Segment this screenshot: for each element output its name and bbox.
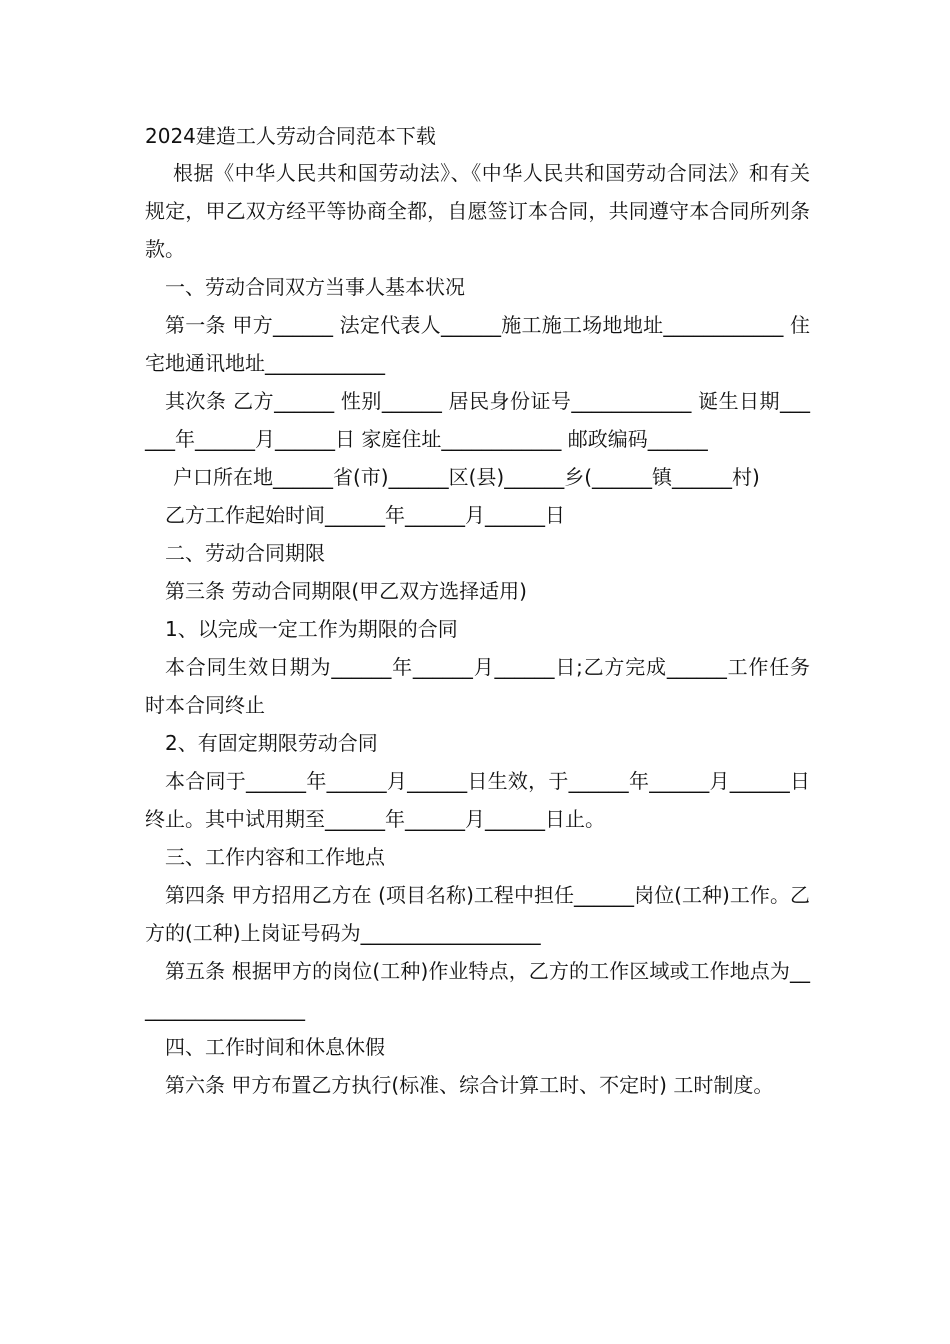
term-option-2-detail: 本合同于______年______月______日生效，于______年______月______日终止。其中试用期至______年______月______日止。 [145,769,810,831]
term-option-2: 2、有固定期限劳动合同 [165,731,378,755]
section-heading-parties: 一、劳动合同双方当事人基本状况 [165,275,465,299]
work-start-date: 乙方工作起始时间______年______月______日 [165,503,565,527]
household-registration: 户口所在地______省(市)______区(县)______乡(______镇______村) [173,465,760,489]
article-2-party-b: 其次条 乙方______ 性别______ 居民身份证号____________ 诞生日期______年______月______日 家庭住址____________ 邮政编码______ [145,389,810,451]
article-4-position: 第四条 甲方招用乙方在 (项目名称)工程中担任______岗位(工种)工作。乙方的(工种)上岗证号码为__________________ [145,883,810,945]
document-title: 2024建造工人劳动合同范本下载 [145,124,436,148]
section-heading-work: 三、工作内容和工作地点 [165,845,385,869]
term-option-1-detail: 本合同生效日期为______年______月______日;乙方完成______工作任务时本合同终止 [145,655,810,717]
article-5-location: 第五条 根据甲方的岗位(工种)作业特点，乙方的工作区域或工作地点为__________________ [145,959,810,1021]
article-1-party-a: 第一条 甲方______ 法定代表人______施工施工场地地址____________ 住宅地通讯地址____________ [145,313,810,375]
article-6-hours: 第六条 甲方布置乙方执行(标准、综合计算工时、不定时) 工时制度。 [165,1073,774,1097]
preamble-paragraph: 根据《中华人民共和国劳动法》、《中华人民共和国劳动合同法》和有关规定，甲乙双方经平等协商全都，自愿签订本合同，共同遵守本合同所列条款。 [145,161,810,261]
term-option-1: 1、以完成一定工作为期限的合同 [165,617,458,641]
section-heading-term: 二、劳动合同期限 [165,541,325,565]
section-heading-hours: 四、工作时间和休息休假 [165,1035,385,1059]
article-3-term: 第三条 劳动合同期限(甲乙双方选择适用) [165,579,527,603]
document-body [145,118,810,1104]
